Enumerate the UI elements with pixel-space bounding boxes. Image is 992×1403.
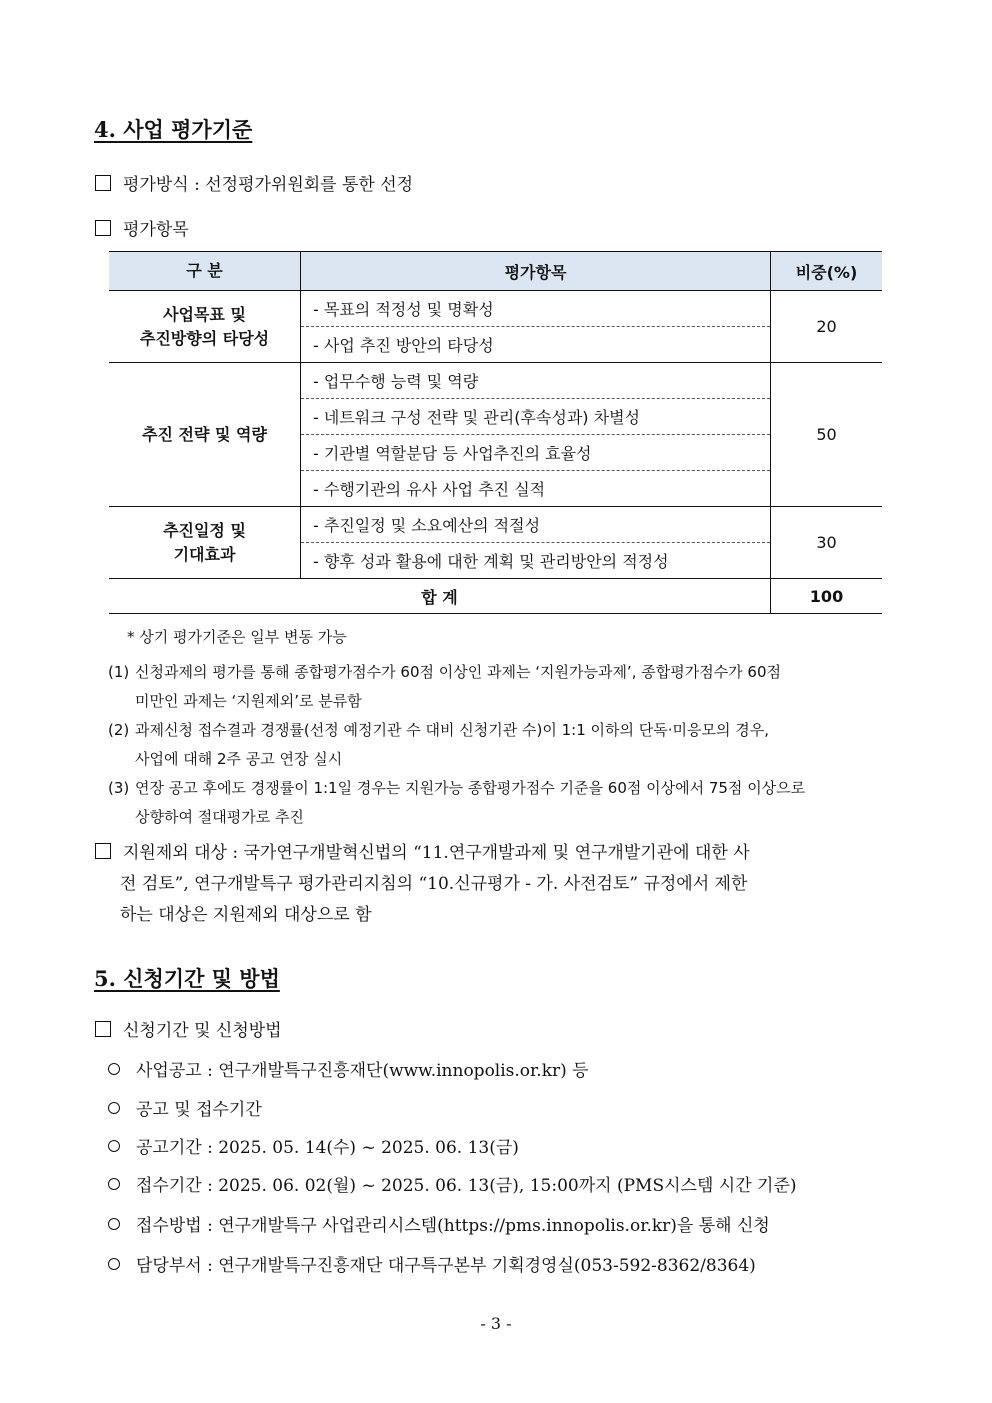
table-row <box>109 363 882 399</box>
item-cell: - 사업 추진 방안의 타당성 <box>301 327 771 363</box>
bullet-text: 담당부서 : 연구개발특구진흥재단 대구특구본부 기획경영실(053-592-8362/8364) <box>136 1256 756 1276</box>
checkbox-square-icon <box>95 843 111 859</box>
page-number: - 3 - <box>480 1314 512 1333</box>
item-cell: - 목표의 적정성 및 명확성 <box>301 291 771 327</box>
total-label: 합 계 <box>109 579 771 614</box>
bullet-text: 접수방법 : 연구개발특구 사업관리시스템(https://pms.innopolis.or.kr)을 통해 신청 <box>136 1216 770 1236</box>
category-line: 기대효과 <box>173 544 236 564</box>
note-3 <box>108 774 898 832</box>
bullet-item <box>108 1171 797 1196</box>
exclusion-line-1: 지원제외 대상 : 국가연구개발혁신법의 “11.연구개발과제 및 연구개발기관에 대한 사 <box>123 843 750 863</box>
item-cell: - 기관별 역할분담 등 사업추진의 효율성 <box>301 435 771 471</box>
note-2-number: (2) <box>108 721 130 739</box>
header-category: 구 분 <box>109 252 301 291</box>
checkbox-square-icon <box>95 220 111 236</box>
eval-method-text: 평가방식 : 선정평가위원회를 통한 선정 <box>123 175 414 195</box>
eval-items-heading: 평가항목 <box>123 220 189 240</box>
category-line: 추진일정 및 <box>163 520 246 540</box>
note-1-line-a: 신청과제의 평가를 통해 종합평가점수가 60점 이상인 과제는 ‘지원가능과제’, 종합평가점수가 60점 <box>135 663 782 681</box>
checkbox-square-icon <box>95 1021 111 1037</box>
exclusion-paragraph <box>95 838 898 931</box>
eval-method-line <box>95 170 413 195</box>
category-cell <box>109 291 301 363</box>
weight-cell: 50 <box>771 363 883 507</box>
weight-cell: 20 <box>771 291 883 363</box>
item-cell: - 향후 성과 활용에 대한 계획 및 관리방안의 적정성 <box>301 543 771 579</box>
exclusion-line-2: 전 검토”, 연구개발특구 평가관리지침의 “10.신규평가 - 가. 사전검토” 규정에서 제한 <box>120 874 748 894</box>
table-row <box>109 291 882 327</box>
bullet-item <box>108 1251 756 1276</box>
note-3-line-b: 상향하여 절대평가로 추진 <box>135 808 304 826</box>
circle-bullet-icon <box>108 1218 120 1230</box>
category-cell <box>109 507 301 579</box>
note-star: * 상기 평가기준은 일부 변동 가능 <box>127 628 347 646</box>
item-cell: - 업무수행 능력 및 역량 <box>301 363 771 399</box>
note-1 <box>108 658 898 716</box>
note-1-line-b: 미만인 과제는 ‘지원제외’로 분류함 <box>135 692 362 710</box>
application-heading: 신청기간 및 신청방법 <box>123 1021 282 1041</box>
bullet-item <box>108 1211 770 1236</box>
item-cell: - 추진일정 및 소요예산의 적절성 <box>301 507 771 543</box>
bullet-item <box>108 1133 519 1158</box>
note-3-line-a: 연장 공고 후에도 경쟁률이 1:1일 경우는 지원가능 종합평가점수 기준을 60점 이상에서 75점 이상으로 <box>135 779 806 797</box>
bullet-text: 사업공고 : 연구개발특구진흥재단(www.innopolis.or.kr) 등 <box>136 1061 589 1081</box>
note-1-number: (1) <box>108 663 130 681</box>
item-cell: - 수행기관의 유사 사업 추진 실적 <box>301 471 771 507</box>
circle-bullet-icon <box>108 1178 120 1190</box>
note-2-line-b: 사업에 대해 2주 공고 연장 실시 <box>135 750 343 768</box>
circle-bullet-icon <box>108 1258 120 1270</box>
table-header-row <box>109 252 882 291</box>
total-value: 100 <box>771 579 883 614</box>
evaluation-table <box>109 251 882 614</box>
circle-bullet-icon <box>108 1063 120 1075</box>
bullet-text: 접수기간 : 2025. 06. 02(월) ~ 2025. 06. 13(금), 15:00까지 (PMS시스템 시간 기준) <box>136 1176 797 1196</box>
header-weight: 비중(%) <box>771 252 883 291</box>
eval-items-heading-line <box>95 215 189 240</box>
bullet-text: 공고 및 접수기간 <box>136 1100 262 1120</box>
category-line: 사업목표 및 <box>163 304 246 324</box>
table-total-row <box>109 579 882 614</box>
table-row <box>109 507 882 543</box>
header-items: 평가항목 <box>301 252 771 291</box>
circle-bullet-icon <box>108 1102 120 1114</box>
exclusion-line-3: 하는 대상은 지원제외 대상으로 함 <box>120 905 372 925</box>
note-2 <box>108 716 898 774</box>
category-cell <box>109 363 301 507</box>
bullet-text: 공고기간 : 2025. 05. 14(수) ~ 2025. 06. 13(금) <box>136 1138 519 1158</box>
note-2-line-a: 과제신청 접수결과 경쟁률(선정 예정기관 수 대비 신청기관 수)이 1:1 이하의 단독·미응모의 경우, <box>135 721 769 739</box>
bullet-item <box>108 1056 589 1081</box>
category-line: 추진 전략 및 역량 <box>142 424 267 444</box>
checkbox-square-icon <box>95 175 111 191</box>
circle-bullet-icon <box>108 1140 120 1152</box>
item-cell: - 네트워크 구성 전략 및 관리(후속성과) 차별성 <box>301 399 771 435</box>
section-5-title: 5. 신청기간 및 방법 <box>94 966 280 991</box>
category-line: 추진방향의 타당성 <box>139 328 270 348</box>
weight-cell: 30 <box>771 507 883 579</box>
note-3-number: (3) <box>108 779 130 797</box>
application-heading-line <box>95 1016 282 1041</box>
bullet-item <box>108 1095 262 1120</box>
section-4-title: 4. 사업 평가기준 <box>94 117 253 142</box>
